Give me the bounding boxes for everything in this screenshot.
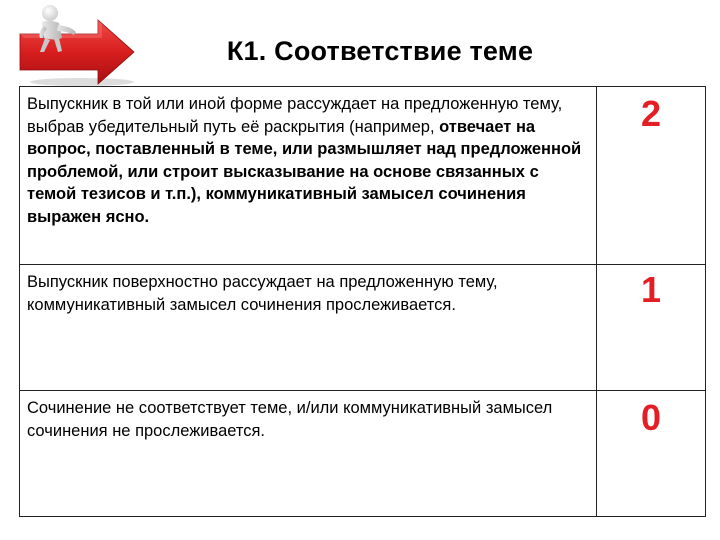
person-pushing-red-arrow-icon (10, 4, 140, 88)
criteria-table (19, 86, 706, 517)
page-title: К1. Соответствие теме (226, 36, 534, 66)
criterion-text: Выпускник в той или иной форме рассуждает на предложенную тему, выбрав убедительный путь её раскрытия (например, (27, 95, 563, 136)
table-row (20, 391, 706, 517)
criterion-description (20, 265, 597, 391)
score-value: 0 (640, 397, 661, 438)
score-cell (596, 87, 705, 265)
table-row (20, 87, 706, 265)
score-value: 1 (640, 269, 661, 310)
criterion-text-bold: отвечает на вопрос, поставленный в теме, или размышляет над предложенной проблемой, или строит высказывание на основе связанных с темой тезисов и т.п.), коммуникативный замысел сочинения выражен ясно. (27, 117, 582, 226)
score-value: 2 (640, 93, 661, 134)
criterion-description (20, 391, 597, 517)
score-cell (596, 391, 705, 517)
table-row (20, 265, 706, 391)
criterion-description (20, 87, 597, 265)
score-cell (596, 265, 705, 391)
criterion-text: Выпускник поверхностно рассуждает на предложенную тему, коммуникативный замысел сочинения прослеживается. (27, 273, 498, 314)
criterion-text: Сочинение не соответствует теме, и/или коммуникативный замысел сочинения не прослеживается. (27, 399, 553, 440)
